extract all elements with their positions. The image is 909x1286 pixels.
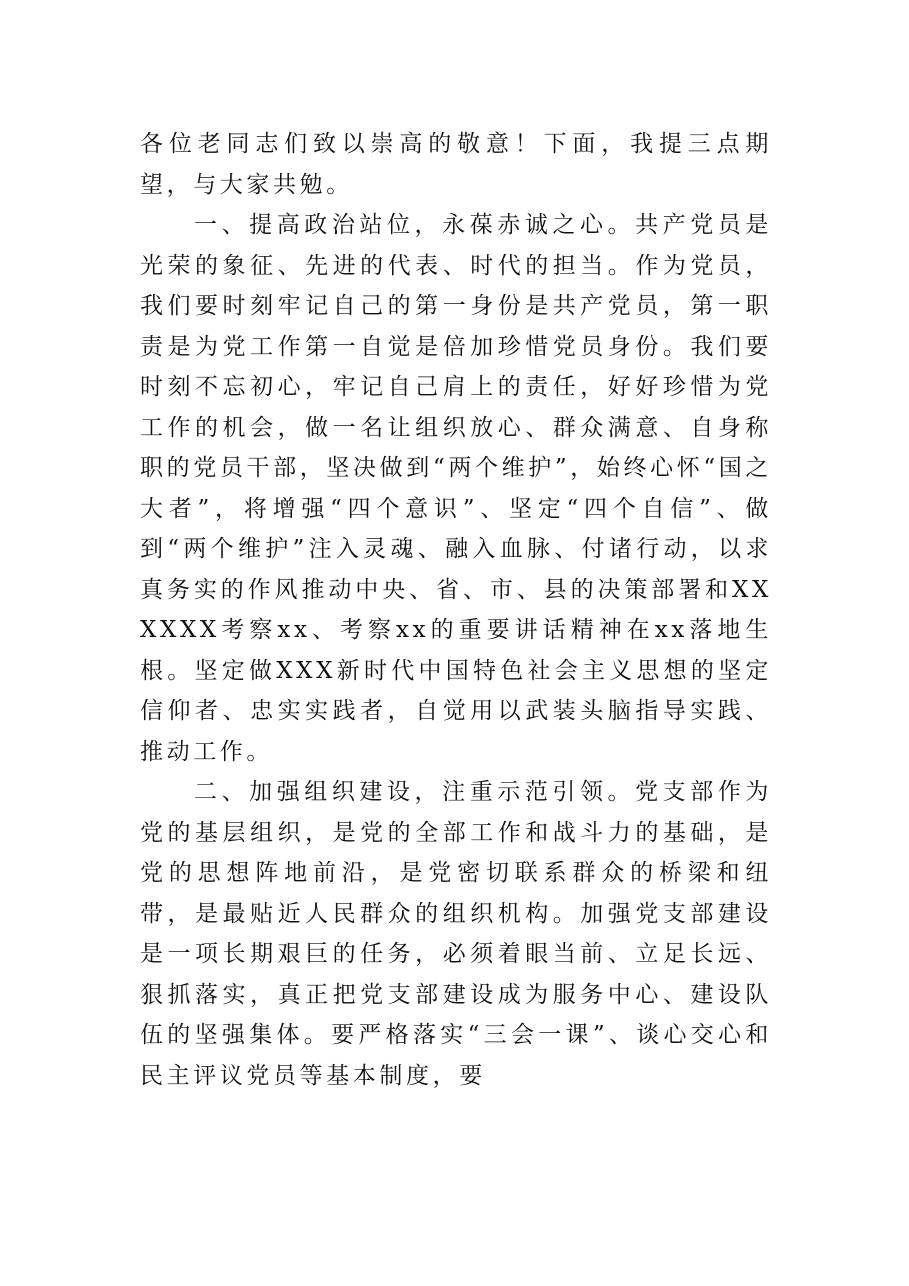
paragraph-continuation: 各位老同志们致以崇高的敬意！下面，我提三点期望，与大家共勉。 [140, 131, 772, 198]
document-body [140, 124, 772, 1096]
paragraph-point-two: 二、加强组织建设，注重示范引领。党支部作为党的基层组织，是党的全部工作和战斗力的基础，是党的思想阵地前沿，是党密切联系群众的桥梁和纽带，是最贴近人民群众的组织机构。加强党支部建设是一项长期艰巨的任务，必须着眼当前、立足长远、狠抓落实，真正把党支部建设成为服务中心、建设队伍的坚强集体。要严格落实“三会一课”、谈心交心和民主评议党员等基本制度，要 [140, 779, 772, 1089]
paragraph-point-one: 一、提高政治站位，永葆赤诚之心。共产党员是光荣的象征、先进的代表、时代的担当。作为党员，我们要时刻牢记自己的第一身份是共产党员，第一职责是为党工作第一自觉是倍加珍惜党员身份。我们要时刻不忘初心，牢记自己肩上的责任，好好珍惜为党工作的机会，做一名让组织放心、群众满意、自身称职的党员干部，坚决做到“两个维护”，始终心怀“国之大者”，将增强“四个意识”、坚定“四个自信”、做到“两个维护”注入灵魂、融入血脉、付诸行动，以求真务实的作风推动中央、省、市、县的决策部署和XXXXXX考察xx、考察xx的重要讲话精神在xx落地生根。坚定做XXX新时代中国特色社会主义思想的坚定信仰者、忠实实践者，自觉用以武装头脑指导实践、推动工作。 [140, 212, 772, 765]
